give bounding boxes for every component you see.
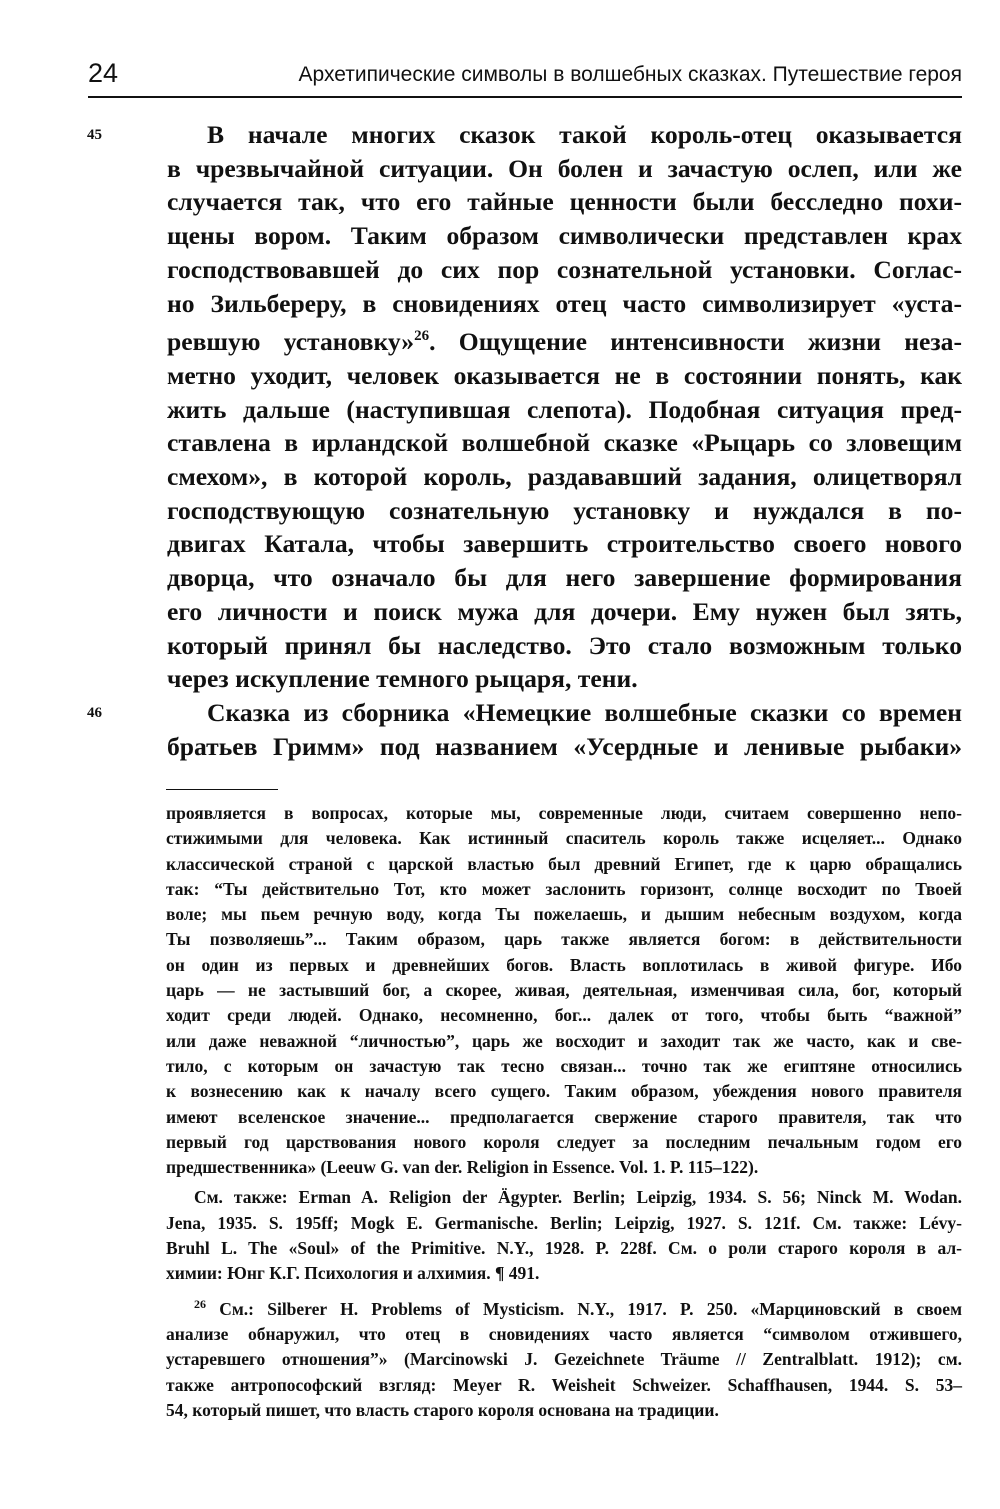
text-line: но Зильбереру, в сновидениях отец часто символизирует «уста- <box>167 288 962 318</box>
footnote-line: анализе обнаружил, что отец в сновидениях часто является “символом отжившего, <box>166 1323 962 1344</box>
text-line: В начале многих сказок такой король-отец оказывается <box>207 120 962 149</box>
text-fragment: См.: Silberer H. Problems of Mysticism. N.Y., 1917. P. 250. «Марциновский в своем <box>206 1298 962 1319</box>
text-line: смехом», в которой король, раздававший задания, олицетворял <box>167 462 962 492</box>
text-line: в чрезвычайной ситуации. Он болен и зачастую ослеп, или же <box>167 153 962 183</box>
footnote-line: также антропософский взгляд: Meyer R. Weisheit Schweizer. Schaffhausen, 1944. S. 53– <box>166 1374 962 1395</box>
text-line: господствующую сознательную установку и нуждался в по- <box>167 495 962 525</box>
footnote-line: проявляется в вопросах, которые мы, современные люди, считаем совершенно непо- <box>166 803 962 823</box>
text-fragment: . Ощущение интенсивности жизни неза- <box>429 327 962 357</box>
footnote-line: устаревшего отношения”» (Marcinowski J. Gezeichnete Träume // Zentralblatt. 1912); см. <box>166 1349 962 1370</box>
footnote-divider <box>166 789 278 790</box>
text-line: через искупление темного рыцаря, тени. <box>167 664 638 694</box>
footnote-line: классической страной с царской властью был древний Египет, где к царю обращались <box>166 853 962 874</box>
footnote-line: химии: Юнг К.Г. Психология и алхимия. ¶ 491. <box>166 1263 540 1284</box>
footnote-ref-26[interactable]: 26 <box>414 328 430 345</box>
footnote-continuation <box>166 801 962 1180</box>
footnote-line: Ты позволяешь”... Таким образом, царь также является богом: в действительности <box>166 929 962 950</box>
footnote-number: 26 <box>194 1296 206 1311</box>
footnote-line: царь — не застывший бог, а скорее, живая, деятельная, изменчивая сила, бог, который <box>166 980 962 1001</box>
text-line: ставлена в ирландской волшебной сказке «Рыцарь со зловещим <box>167 428 962 458</box>
footnote-26 <box>166 1292 962 1423</box>
text-line: который принял бы наследство. Это стало возможным только <box>167 630 962 660</box>
footnote-line: предшественника» (Leeuw G. van der. Religion in Essence. Vol. 1. P. 115–122). <box>166 1157 759 1178</box>
footnote-line: См. также: Erman A. Religion der Ägypter. Berlin; Leipzig, 1934. S. 56; Ninck M. Wodan. <box>194 1187 962 1208</box>
text-line: жить дальше (наступившая слепота). Подобная ситуация пред- <box>167 394 962 424</box>
footnote-line: к вознесению как к началу всего сущего. Таким образом, убеждения нового правителя <box>166 1081 962 1102</box>
text-line: дворца, что означало бы для него завершение формирования <box>167 563 962 593</box>
footnote-line: имеют вселенское значение... предполагается свержение старого правителя, так что <box>166 1106 962 1127</box>
text-line: случается так, что его тайные ценности были бесследно похи- <box>167 187 962 217</box>
footnote-line <box>166 1292 962 1322</box>
footnote-line: ходит среди людей. Однако, несомненно, бог... далек от того, чтобы быть “важной” <box>166 1005 962 1026</box>
text-line: щены вором. Таким образом символически представлен крах <box>167 221 962 251</box>
footnote-line: воле; мы пьем речную воду, когда Ты пожелаешь, и дышим небесным воздухом, когда <box>166 904 962 925</box>
footnote-line: 54, который пишет, что власть старого короля основана на традиции. <box>166 1399 719 1420</box>
text-line-with-footnote <box>167 320 962 359</box>
text-line: двигах Катала, чтобы завершить строительство своего нового <box>167 529 962 559</box>
text-line: братьев Гримм» под названием «Усердные и ленивые рыбаки» <box>167 731 962 761</box>
footnote-see-also <box>166 1185 962 1286</box>
footnote-line: стижимыми для человека. Как истинный спаситель король также исцеляет... Однако <box>166 828 962 849</box>
paragraph-marker: 46 <box>87 704 102 721</box>
text-line: господствовавшей до сих пор сознательной установки. Соглас- <box>167 254 962 284</box>
text-line: метно уходит, человек оказывается не в состоянии понять, как <box>167 360 962 390</box>
text-line: его личности и поиск мужа для дочери. Ему нужен был зять, <box>167 596 962 626</box>
footnote-line: первый год царствования нового короля следует за последним печальным годом его <box>166 1131 962 1152</box>
text-line: Сказка из сборника «Немецкие волшебные сказки со времен <box>207 697 962 727</box>
paragraph-45 <box>87 118 962 696</box>
running-title: Архетипические символы в волшебных сказках. Путешествие героя <box>298 63 962 86</box>
footnote-line: тило, с которым он зачастую так тесно связан... точно так же египтяне относились <box>166 1055 962 1076</box>
footnote-line: он один из первых и древнейших богов. Власть воплотилась в живой фигуре. Ибо <box>166 954 962 975</box>
footnote-line: так: “Ты действительно Тот, кто может заслонить горизонт, солнце восходит по Твоей <box>166 878 962 899</box>
paragraph-marker: 45 <box>87 127 102 143</box>
footnote-line: Jena, 1935. S. 195ff; Mogk E. Germanische. Berlin; Leipzig, 1927. S. 121f. См. также: Lévy- <box>166 1212 962 1233</box>
paragraph-46 <box>87 696 962 763</box>
footnote-line: Bruhl L. The «Soul» of the Primitive. N.Y., 1928. P. 228f. См. о роли старого короля в ал- <box>166 1238 962 1259</box>
footnotes <box>166 801 962 1423</box>
page-number: 24 <box>88 58 119 88</box>
footnote-line: или даже неважной “личностью”, царь же восходит и заходит так же часто, как и све- <box>166 1030 962 1051</box>
text-fragment: ревшую установку» <box>167 327 415 357</box>
running-header <box>88 58 962 98</box>
main-text <box>87 118 962 763</box>
